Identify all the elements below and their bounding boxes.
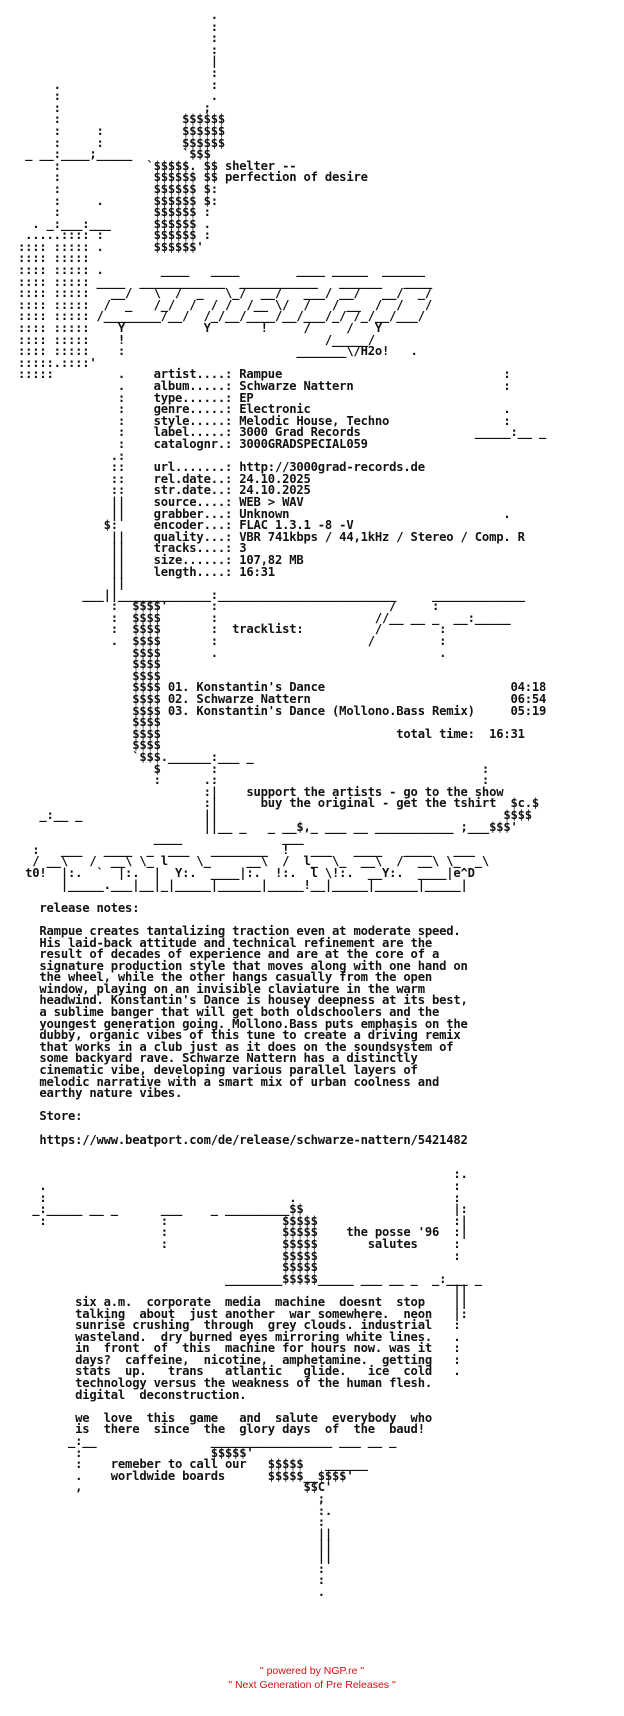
nfo-text-block: . : : : | : . : : . : ; : $$$$$$ : : $$$$$$ : : $$$$$$ _ __:____;_____ `$$$ : `$$$$$. $$ shelter -- : $$$$$$ $$ perfection of desire : $$$$$$ $: : . $$$$$$ $: : $$$$$$ : . _:___:___ $$$$$$ . .....:::: : $$$$$$ : :::: ::::: . $$$$$$' :::: ::::: :::: ::::: . ____ ____ ____ _____ ______ :::: ::::: ____ ____________ ___________ ______ ____ :::: ::::: __/ \ / _ \_/ __/ ___/ __/ __/ _/ :::: ::::: / _ /_/ / / / /__ \/ / / __ / / / :::: ::::: /________/__/ /_/__/____/__/___/_/ /_/__/___/ :::: ::::: Y Y ! / / Y :::: ::::: ! /_____/ :::: ::::: : _______\/H2o! . :::::.::::' ::::: . artist....: Rampue : . album.....: Schwarze Nattern : : type......: EP : genre.....: Electronic . : style.....: Melodic House, Techno : : label.....: 3000 Grad Records _____:__ _ : catalognr.: 3000GRADSPECIAL059 .: :: url.......: http://3000grad-records.de :: rel.date..: 24.10.2025 :: str.date..: 24.10.2025 || source....: WEB > WAV || grabber...: Unknown . $: encoder...: FLAC 1.3.1 -8 -V || quality...: VBR 741kbps / 44,1kHz / Stereo / Comp. R || tracks....: 3 || size......: 107,82 MB || length....: 16:31 || ___||_____________:_________________________ _____________ : $$$$' : / : : $$$$ : //__ __ _ __:_____ : $$$$ : tracklist: / : . $$$$ : / : $$$$ . . $$$$ $$$$ $$$$ 01. Konstantin's Dance 04:18 $$$$ 02. Schwarze Nattern 06:54 $$$$ 03. Konstantin's Dance (Mollono.Bass Remix) 05:19 $$$$ $$$$ total time: 16:31 $$$$ `$$$.______:___ _ $ : : : .: : :| support the artists - go to the show :| buy the original - get the tshirt $c.$ _:__ _ || $$$$ ||__ _ _ __$,_ ___ __ ___________ ;___$$$' ____ ___ : ___ ____ _ ___ ________ ! ___ ____ ____ ___ / __\ / __\ \_ l \_ __\ / l_ \_ __\ / __\ \_ _\ t0! |:. ` |:. | Y:. ____|:. !:. l \!:. __Y:. ____|e^D |_____.___|__|_|_____|______|_____!__|_____|______|_____| release notes: Rampue creates tantalizing traction even at moderate speed. His laid-back attitude and technical refinement are the result of decades of experience and are at the core of a signature production style that moves along with one hand on the wheel, while the other hangs casually from the open window, playing on an invisible claviature in the warm headwind. Konstantin's Dance is housey deepness at its best, a sublime banger that will get both oldschoolers and the youngest generation going. Mollono.Bass puts emphasis on the dubby, organic vibes of this tune to create a driving remix that works in a club just as it does on the soundsystem of some backyard rave. Schwarze Nattern has a distinctly cinematic vibe, developing various parallel layers of melodic narrative with a smart mix of urban coolness and earthy nature vibes. Store: https://www.beatport.com/de/release/schwarze-nattern/5421482 :. . : : . : _:_____ __ _ ___ _ _________$$ |: : : $$$$$ :| : $$$$$ the posse '96 :| : $$$$$ salutes : $$$$$ : $$$$$ ________$$$$$_____ ___ __ _ _:___ _ || six a.m. corporate media machine doesnt stop || talking about just another war somewhere. neon |: sunrise crushing through grey clouds. industrial : wasteland. dry burned eyes mirroring white lines. . in front of this machine for hours now. was it : days? caffeine, nicotine, amphetamine. getting : stats up. trans atlantic glide. ice cold . technology versus the weakness of the human flesh. digital deconstruction. we love this game and salute everybody who is there since the glory days of the baud! _:__ _________________ ___ __ _ : $$$$$' : remeber to call our $$$$$ ______ . worldwide boards $$$$$__$$$$' , $$C' ; :. : || || || : : . [18,8,547,1599]
footer-tagline: " Next Generation of Pre Releases " [228,1679,396,1691]
footer-powered-by: " powered by NGP.re " [259,1665,365,1677]
